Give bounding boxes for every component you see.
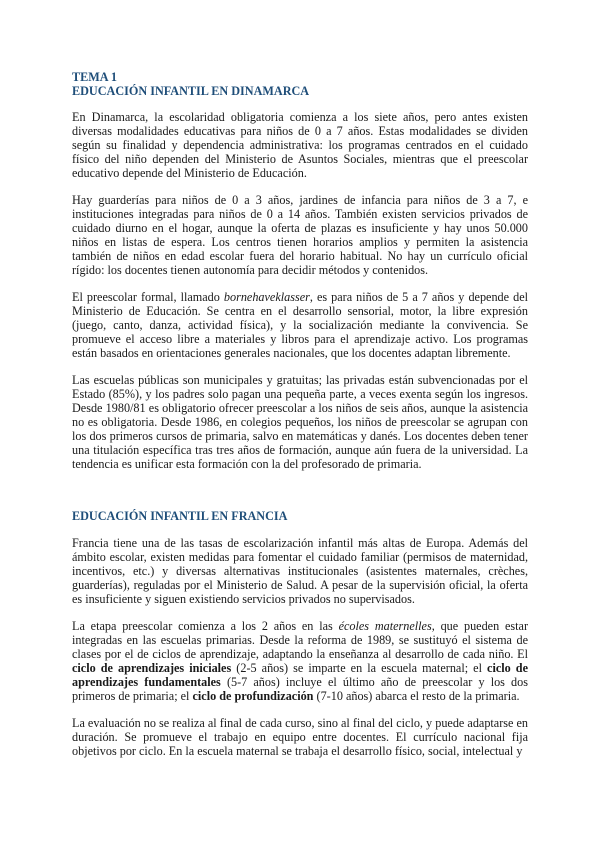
italic-term: écoles maternelles xyxy=(338,619,432,633)
section-francia-heading: EDUCACIÓN INFANTIL EN FRANCIA xyxy=(72,509,288,523)
paragraph: En Dinamarca, la escolaridad obligatoria comienza a los siete años, pero antes existen diversas modalidades educativas para niños de 0 a 7 años. Estas modalidades se dividen según su finalidad y dependencia administrativa: los programas centrados en el cuidado físico del niño dependen del Ministerio de Asuntos Sociales, mientras que el preescolar educativo depende del Ministerio de Educación. xyxy=(72,110,528,180)
paragraph: Francia tiene una de las tasas de escolarización infantil más altas de Europa. Además del ámbito escolar, existen medidas para fomentar el cuidado familiar (permisos de maternidad, incentivos, etc.) y diversas alternativas institucionales (asistentes maternales, crèches, guarderías), reguladas por el Ministerio de Salud. A pesar de la supervisión oficial, la oferta es insuficiente y siguen existiendo servicios privados no supervisados. xyxy=(72,536,528,606)
paragraph: Hay guarderías para niños de 0 a 3 años, jardines de infancia para niños de 3 a 7, e instituciones integradas para niños de 0 a 14 años. También existen servicios privados de cuidado diurno en el hogar, aunque la oferta de plazas es insuficiente y hay unos 50.000 niños en listas de espera. Los centros tienen horarios amplios y permiten la asistencia también de niños en edad escolar fuera del horario habitual. No hay un currículo oficial rígido: los docentes tienen autonomía para decidir métodos y contenidos. xyxy=(72,193,528,277)
bold-term: ciclo de aprendizajes fundamentales xyxy=(72,661,528,689)
italic-term: bornehaveklasser xyxy=(223,290,310,304)
section-dinamarca-heading xyxy=(72,70,528,98)
bold-term: ciclo de aprendizajes iniciales xyxy=(72,661,232,675)
paragraph: La evaluación no se realiza al final de cada curso, sino al final del ciclo, y puede adaptarse en duración. Se promueve el trabajo en equipo entre docentes. El currículo nacional fija objetivos por ciclo. En la escuela maternal se trabaja el desarrollo físico, social, intelectual y xyxy=(72,716,528,758)
bold-term: ciclo de profundización xyxy=(192,689,314,703)
section-title: EDUCACIÓN INFANTIL EN DINAMARCA xyxy=(72,84,310,98)
topic-label: TEMA 1 xyxy=(72,70,118,84)
paragraph: Las escuelas públicas son municipales y gratuitas; las privadas están subvencionadas por el Estado (85%), y los padres solo pagan una pequeña parte, a veces exenta según los ingresos. Desde 1980/81 es obligatorio ofrecer preescolar a los niños de seis años, aunque la asistencia no es obligatoria. Desde 1986, en colegios pequeños, los niños de preescolar se agrupan con los dos primeros cursos de primaria, salvo en matemáticas y danés. Los docentes deben tener una titulación específica tras tres años de formación, aunque aún fuera de la universidad. La tendencia es unificar esta formación con la del profesorado de primaria. xyxy=(72,373,528,471)
paragraph: El preescolar formal, llamado bornehaveklasser, es para niños de 5 a 7 años y depende del Ministerio de Educación. Se centra en el desarrollo sensorial, motor, la libre expresión (juego, canto, danza, actividad física), y la socialización mediante la convivencia. Se promueve el acceso libre a materiales y libros para el aprendizaje activo. Los programas están basados en orientaciones generales nacionales, que los docentes adaptan libremente. xyxy=(72,290,528,360)
document-page xyxy=(72,70,528,758)
paragraph: La etapa preescolar comienza a los 2 años en las écoles maternelles, que pueden estar integradas en las escuelas primarias. Desde la reforma de 1989, se sustituyó el sistema de clases por el de ciclos de aprendizaje, adaptando la enseñanza al desarrollo de cada niño. El ciclo de aprendizajes iniciales (2-5 años) se imparte en la escuela maternal; el ciclo de aprendizajes fundamentales (5-7 años) incluye el último año de preescolar y los dos primeros de primaria; el ciclo de profundización (7-10 años) abarca el resto de la primaria. xyxy=(72,619,529,703)
